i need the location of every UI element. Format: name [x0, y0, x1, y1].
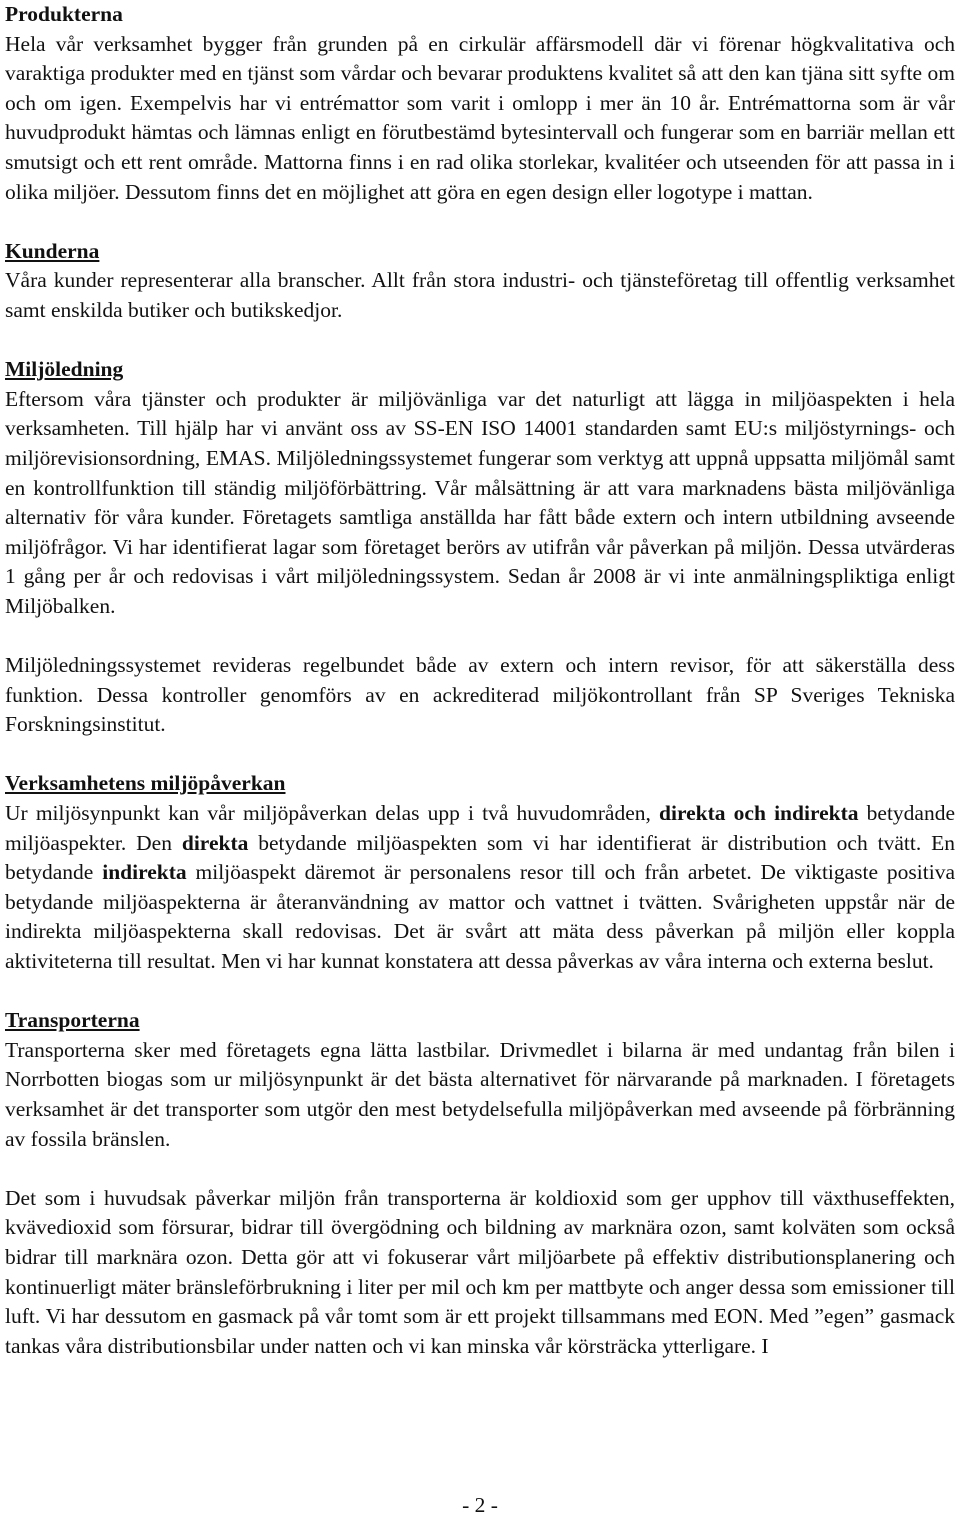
paragraph-miljoledning-1: Eftersom våra tjänster och produkter är miljövänliga var det naturligt att lägga in miljöaspekten i hela verksamheten. Till hjälp har vi använt oss av SS-EN ISO 14001 standarden samt EU:s miljöstyrnings- och miljörevisionsordning, EMAS. Miljöledningssystemet fungerar som verktyg att uppnå uppsatta miljömål samt en kontrollfunktion till ständig miljöförbättring. Vår målsättning är att vara marknadens bästa miljövänliga alternativ för våra kunder. Företagets samtliga anställda har fått både extern och intern utbildning avseende miljöfrågor. Vi har identifierat lagar som företaget berörs av utifrån vår påverkan på miljön. Dessa utvärderas 1 gång per år och redovisas i vårt miljöledningssystem. Sedan år 2008 är vi inte anmälningspliktiga enligt Miljöbalken.: [5, 386, 955, 618]
section-miljoledning: [5, 355, 955, 740]
section-kunderna: [5, 237, 955, 326]
document-page: [5, 0, 955, 1391]
heading-miljoledning: Miljöledning: [5, 357, 124, 382]
text-run: betydande miljöaspekter. Den: [5, 801, 956, 855]
text-run: betydande miljöaspekten som vi har identifierat är distribution och tvätt. En betydande: [5, 830, 956, 885]
page-number: - 2 -: [462, 1493, 498, 1517]
heading-verksamhetens-miljopaverkan: Verksamhetens miljöpåverkan: [5, 771, 286, 796]
section-produkterna: [5, 0, 955, 207]
bold-text-direkta-och-indirekta: direkta och indirekta: [659, 801, 859, 826]
heading-transporterna: Transporterna: [5, 1008, 140, 1033]
heading-kunderna: Kunderna: [5, 238, 100, 263]
paragraph-transporterna-2: Det som i huvudsak påverkar miljön från transporterna är koldioxid som ger upphov till växthuseffekten, kvävedioxid som försurar, bidrar till övergödning och bildning av marknära ozon, samt kolväten som också bidrar till marknära ozon. Detta gör att vi fokuserar vårt miljöarbete på effektiv distributionsplanering och kontinuerligt mäter bränsleförbrukning i liter per mil och km per mattbyte och anger dessa som emissioner till luft. Vi har dessutom en gasmack på vår tomt som är ett projekt tillsammans med EON. Med ”egen” gasmack tankas våra distributionsbilar under natten och vi kan minska vår körsträcka ytterligare. I: [5, 1185, 955, 1358]
paragraph-kunderna: Våra kunder representerar alla branscher. Allt från stora industri- och tjänsteföretag till offentlig verksamhet samt enskilda butiker och butikskedjor.: [5, 268, 955, 322]
paragraph-transporterna-1: Transporterna sker med företagets egna lätta lastbilar. Drivmedlet i bilarna är med undantag från bilen i Norrbotten biogas som ur miljösynpunkt är det bästa alternativet för närvarande på marknaden. I företagets verksamhet är det transporter som utgör den mest betydelsefulla miljöpåverkan med avseende på förbränning av fossila bränslen.: [5, 1037, 955, 1151]
section-transporterna: [5, 1006, 955, 1361]
bold-text-indirekta: indirekta: [102, 860, 187, 885]
paragraph-verksamhetens: [5, 799, 955, 977]
paragraph-produkterna: Hela vår verksamhet bygger från grunden på en cirkulär affärsmodell där vi förenar högkvalitativa och varaktiga produkter med en tjänst som vårdar och bevarar produktens kvalitet så att den kan tjäna sitt syfte om och om igen. Exempelvis har vi entrémattor som varit i omlopp i mer än 10 år. Entrémattorna som är vår huvudprodukt hämtas och lämnas enligt en förutbestämd bytesintervall och fungerar som en barriär mellan ett smutsigt och ett rent område. Mattorna finns i en rad olika storlekar, kvalitéer och utseenden för att passa in i olika miljöer. Dessutom finns det en möjlighet att göra en egen design eller logotype i mattan.: [5, 31, 955, 204]
bold-text-direkta: direkta: [181, 830, 249, 855]
heading-produkterna: Produkterna: [5, 2, 123, 26]
paragraph-miljoledning-2: Miljöledningssystemet revideras regelbundet både av extern och intern revisor, för att säkerställa dess funktion. Dessa kontroller genomförs av en ackrediterad miljökontrollant från SP Sveriges Tekniska Forskningsinstitut.: [5, 653, 955, 737]
text-run: miljöaspekt däremot är personalens resor till och från arbetet. De viktigaste positiva betydande miljöaspekterna är återanvändning av mattor och vattnet i tvätten. Svårigheten uppstår när de indirekta miljöaspekterna skall redovisas. Det är svårt att mäta dess påverkan på miljön eller koppla aktiviteterna till resultat. Men vi har kunnat konstatera att dessa påverkas av våra interna och externa beslut.: [5, 860, 956, 973]
text-run: Ur miljösynpunkt kan vår miljöpåverkan delas upp i två huvudområden,: [5, 801, 660, 826]
section-verksamhetens-miljopaverkan: [5, 769, 955, 976]
